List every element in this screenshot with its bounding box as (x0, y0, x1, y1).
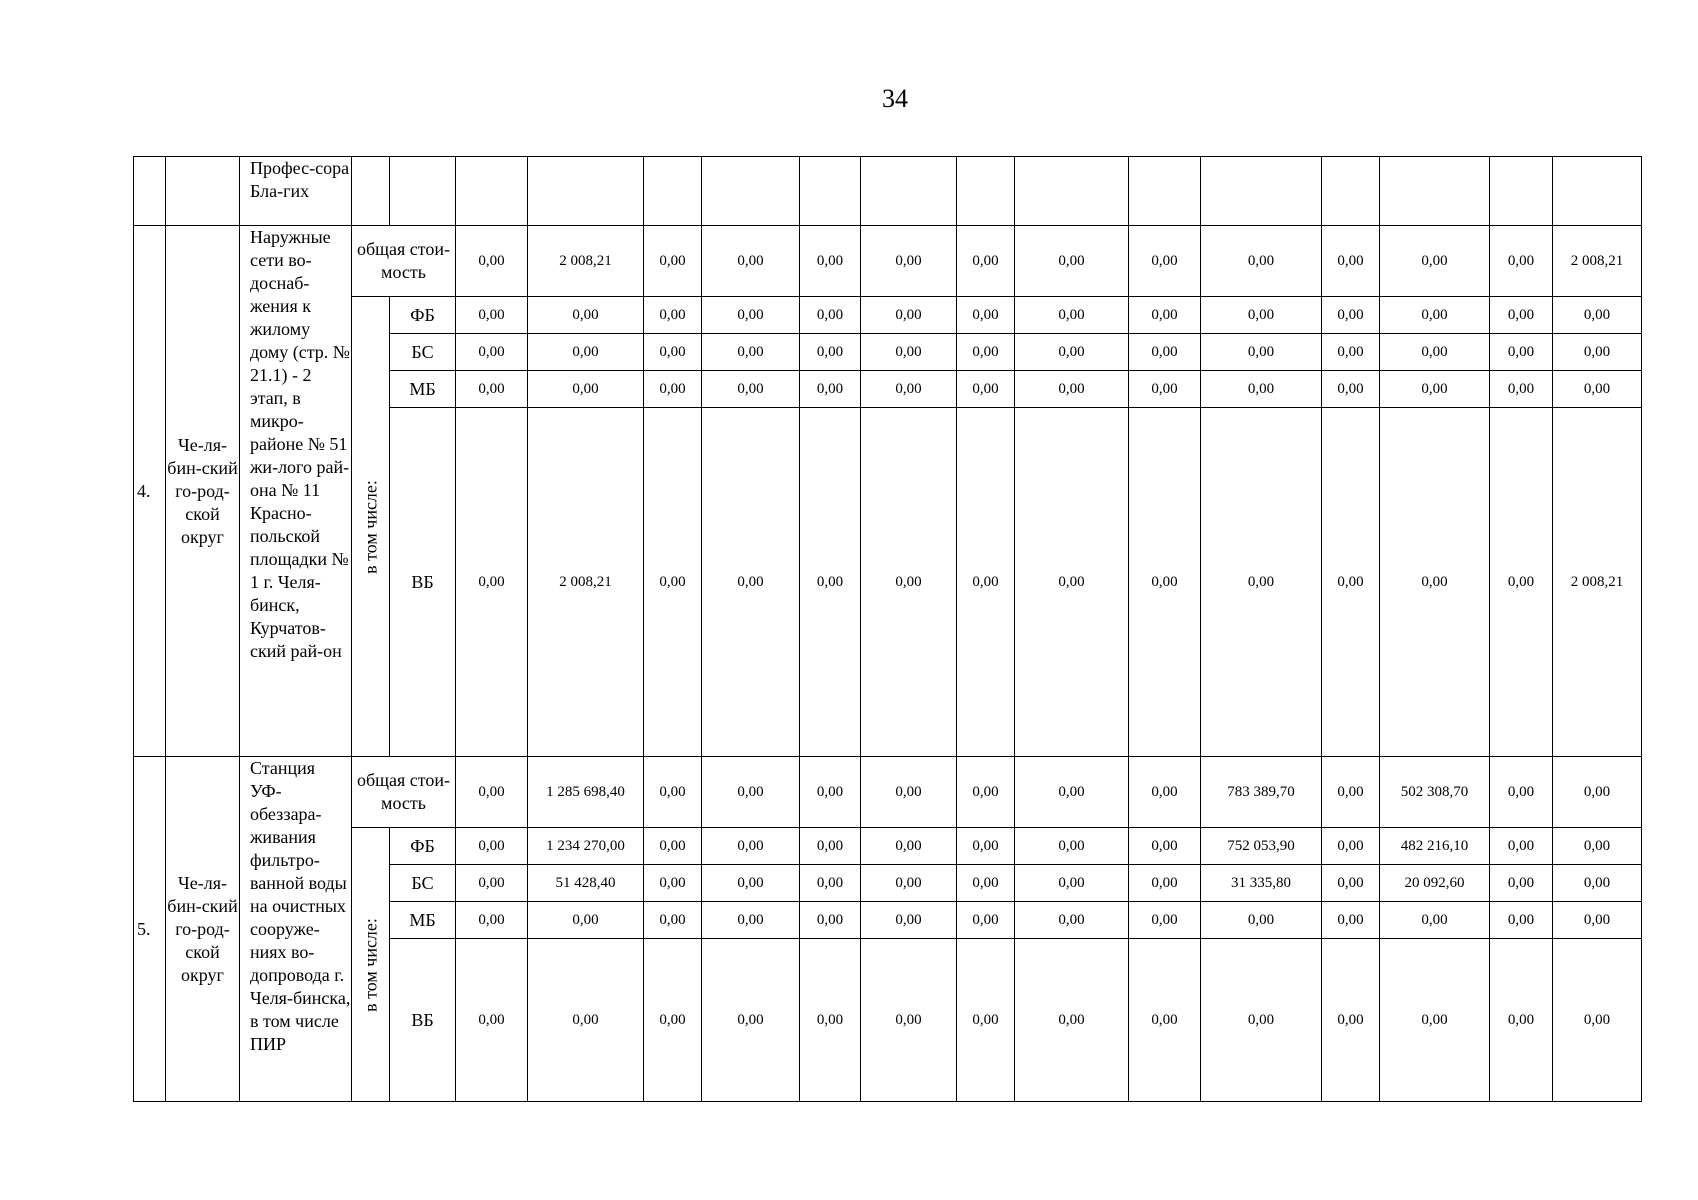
value-cell: 0,00 (644, 371, 702, 408)
total-cost-label: общая стои-мость (352, 757, 456, 828)
value-cell: 0,00 (1129, 371, 1201, 408)
value-cell: 0,00 (1129, 939, 1201, 1102)
value-cell: 0,00 (702, 757, 800, 828)
value-cell: 0,00 (957, 865, 1015, 902)
value-cell: 0,00 (1490, 902, 1553, 939)
value-cell: 0,00 (1201, 408, 1322, 757)
value-cell: 0,00 (861, 334, 957, 371)
value-cell: 0,00 (456, 371, 528, 408)
value-cell: 0,00 (644, 757, 702, 828)
value-cell: 0,00 (1553, 371, 1642, 408)
object-name-cell: Наружные сети во-доснаб-жения к жилому дому (стр. № 21.1) - 2 этап, в микро-районе № 51 жи-лого рай-она № 11 Красно-польской площадки № 1 г. Челя-бинск, Курчатов-ский рай-он (240, 226, 352, 757)
value-cell: 0,00 (957, 334, 1015, 371)
value-cell: 0,00 (1129, 226, 1201, 297)
page-number: 34 (882, 84, 908, 113)
value-cell: 0,00 (800, 828, 861, 865)
value-cell: 0,00 (1322, 757, 1380, 828)
value-cell: 31 335,80 (1201, 865, 1322, 902)
value-cell: 0,00 (702, 902, 800, 939)
value-cell: 0,00 (644, 334, 702, 371)
value-cell: 0,00 (1015, 334, 1129, 371)
value-cell: 0,00 (1129, 334, 1201, 371)
value-cell: 0,00 (1322, 334, 1380, 371)
including-label-cell (352, 828, 390, 1102)
value-cell: 0,00 (702, 334, 800, 371)
funding-source-code: ВБ (390, 408, 456, 757)
value-cell: 0,00 (1553, 757, 1642, 828)
value-cell: 0,00 (1322, 902, 1380, 939)
value-cell: 0,00 (1015, 408, 1129, 757)
empty-cell (702, 157, 800, 226)
empty-cell (1322, 157, 1380, 226)
value-cell: 0,00 (957, 757, 1015, 828)
value-cell: 0,00 (800, 902, 861, 939)
empty-cell (1553, 157, 1642, 226)
value-cell: 0,00 (702, 828, 800, 865)
value-cell: 2 008,21 (1553, 408, 1642, 757)
value-cell: 0,00 (1490, 865, 1553, 902)
value-cell: 2 008,21 (1553, 226, 1642, 297)
value-cell: 0,00 (1490, 334, 1553, 371)
value-cell: 0,00 (1015, 226, 1129, 297)
value-cell: 0,00 (1201, 939, 1322, 1102)
value-cell: 0,00 (861, 371, 957, 408)
value-cell: 0,00 (861, 408, 957, 757)
value-cell: 0,00 (1380, 297, 1490, 334)
value-cell: 0,00 (1129, 902, 1201, 939)
funding-source-code: ФБ (390, 828, 456, 865)
value-cell: 0,00 (800, 865, 861, 902)
value-cell: 0,00 (1490, 226, 1553, 297)
value-cell: 0,00 (1015, 865, 1129, 902)
value-cell: 0,00 (1015, 902, 1129, 939)
value-cell: 0,00 (1490, 297, 1553, 334)
value-cell: 0,00 (1129, 408, 1201, 757)
value-cell: 0,00 (644, 828, 702, 865)
value-cell: 2 008,21 (528, 226, 644, 297)
value-cell: 0,00 (1490, 828, 1553, 865)
municipality-cell: Че-ля-бин-ский го-род-ской округ (166, 226, 240, 757)
value-cell: 0,00 (800, 334, 861, 371)
value-cell: 0,00 (456, 865, 528, 902)
value-cell: 752 053,90 (1201, 828, 1322, 865)
value-cell: 0,00 (800, 408, 861, 757)
budget-table (133, 156, 1642, 1102)
value-cell: 0,00 (861, 865, 957, 902)
value-cell: 0,00 (800, 939, 861, 1102)
value-cell: 0,00 (1129, 828, 1201, 865)
value-cell: 0,00 (1015, 939, 1129, 1102)
value-cell: 0,00 (1322, 226, 1380, 297)
value-cell: 0,00 (702, 939, 800, 1102)
funding-source-code: МБ (390, 902, 456, 939)
value-cell: 0,00 (1322, 865, 1380, 902)
value-cell: 0,00 (644, 939, 702, 1102)
value-cell: 502 308,70 (1380, 757, 1490, 828)
value-cell: 0,00 (456, 226, 528, 297)
value-cell: 0,00 (957, 902, 1015, 939)
value-cell: 0,00 (1201, 226, 1322, 297)
municipality-cell (166, 157, 240, 226)
value-cell: 0,00 (644, 226, 702, 297)
value-cell: 0,00 (456, 334, 528, 371)
funding-source-code: МБ (390, 371, 456, 408)
value-cell: 0,00 (1015, 371, 1129, 408)
value-cell: 0,00 (1553, 902, 1642, 939)
value-cell: 0,00 (1322, 297, 1380, 334)
value-cell: 0,00 (1490, 408, 1553, 757)
value-cell: 0,00 (528, 902, 644, 939)
table-row-source (134, 297, 1642, 334)
value-cell: 0,00 (644, 902, 702, 939)
value-cell: 0,00 (957, 226, 1015, 297)
value-cell: 0,00 (528, 939, 644, 1102)
row-number-cell: 5. (134, 757, 166, 1102)
value-cell: 0,00 (1322, 408, 1380, 757)
value-cell: 0,00 (957, 371, 1015, 408)
table-row-continuation (134, 157, 1642, 226)
municipality-cell: Че-ля-бин-ский го-род-ской округ (166, 757, 240, 1102)
funding-source-code: ВБ (390, 939, 456, 1102)
value-cell: 0,00 (861, 828, 957, 865)
value-cell: 482 216,10 (1380, 828, 1490, 865)
value-cell: 0,00 (702, 371, 800, 408)
value-cell: 0,00 (1322, 939, 1380, 1102)
value-cell: 2 008,21 (528, 408, 644, 757)
value-cell: 0,00 (1129, 757, 1201, 828)
value-cell: 0,00 (702, 297, 800, 334)
table-row-total (134, 226, 1642, 297)
empty-cell (390, 157, 456, 226)
value-cell: 1 234 270,00 (528, 828, 644, 865)
value-cell: 0,00 (702, 408, 800, 757)
value-cell: 0,00 (1553, 297, 1642, 334)
value-cell: 0,00 (1015, 757, 1129, 828)
value-cell: 0,00 (1553, 865, 1642, 902)
funding-source-code: БС (390, 865, 456, 902)
value-cell: 0,00 (528, 334, 644, 371)
value-cell: 0,00 (861, 902, 957, 939)
value-cell: 0,00 (1015, 297, 1129, 334)
value-cell: 0,00 (1201, 297, 1322, 334)
value-cell: 0,00 (1201, 902, 1322, 939)
value-cell: 0,00 (861, 297, 957, 334)
value-cell: 0,00 (1129, 297, 1201, 334)
value-cell: 0,00 (1015, 828, 1129, 865)
value-cell: 0,00 (957, 297, 1015, 334)
empty-cell (1490, 157, 1553, 226)
value-cell: 0,00 (1380, 902, 1490, 939)
empty-cell (528, 157, 644, 226)
value-cell: 0,00 (1322, 828, 1380, 865)
value-cell: 0,00 (528, 371, 644, 408)
empty-cell (1015, 157, 1129, 226)
value-cell: 20 092,60 (1380, 865, 1490, 902)
value-cell: 0,00 (644, 297, 702, 334)
including-label: в том числе: (360, 479, 380, 574)
value-cell: 0,00 (1380, 371, 1490, 408)
value-cell: 0,00 (800, 757, 861, 828)
value-cell: 0,00 (456, 939, 528, 1102)
value-cell: 783 389,70 (1201, 757, 1322, 828)
funding-source-code: ФБ (390, 297, 456, 334)
value-cell: 0,00 (1380, 408, 1490, 757)
total-cost-label: общая стои-мость (352, 226, 456, 297)
object-name-cell: Профес-сора Бла-гих (240, 157, 352, 226)
table-row-total (134, 757, 1642, 828)
value-cell: 0,00 (456, 408, 528, 757)
empty-cell (1380, 157, 1490, 226)
value-cell: 0,00 (1490, 757, 1553, 828)
empty-cell (800, 157, 861, 226)
value-cell: 0,00 (456, 297, 528, 334)
value-cell: 0,00 (1553, 939, 1642, 1102)
table-row-source (134, 828, 1642, 865)
value-cell: 0,00 (1553, 828, 1642, 865)
empty-cell (1201, 157, 1322, 226)
value-cell: 0,00 (1490, 371, 1553, 408)
empty-cell (1129, 157, 1201, 226)
value-cell: 0,00 (528, 297, 644, 334)
value-cell: 0,00 (644, 408, 702, 757)
value-cell: 0,00 (800, 371, 861, 408)
value-cell: 0,00 (957, 939, 1015, 1102)
object-name-cell: Станция УФ-обеззара-живания фильтро-ванной воды на очистных сооруже-ниях во-допровода г. Челя-бинска, в том числе ПИР (240, 757, 352, 1102)
value-cell: 0,00 (456, 757, 528, 828)
including-label: в том числе: (360, 917, 380, 1012)
empty-cell (456, 157, 528, 226)
value-cell: 0,00 (1322, 371, 1380, 408)
value-cell: 0,00 (1201, 334, 1322, 371)
including-label-cell (352, 297, 390, 757)
value-cell: 0,00 (456, 902, 528, 939)
row-number-cell (134, 157, 166, 226)
value-cell: 0,00 (957, 408, 1015, 757)
value-cell: 0,00 (800, 226, 861, 297)
empty-cell (861, 157, 957, 226)
value-cell: 0,00 (800, 297, 861, 334)
empty-cell (957, 157, 1015, 226)
value-cell: 0,00 (861, 226, 957, 297)
value-cell: 1 285 698,40 (528, 757, 644, 828)
value-cell: 0,00 (1201, 371, 1322, 408)
value-cell: 0,00 (456, 828, 528, 865)
value-cell: 0,00 (1380, 939, 1490, 1102)
empty-cell (352, 157, 390, 226)
value-cell: 0,00 (1553, 334, 1642, 371)
row-number-cell: 4. (134, 226, 166, 757)
value-cell: 0,00 (1380, 334, 1490, 371)
value-cell: 0,00 (861, 939, 957, 1102)
empty-cell (644, 157, 702, 226)
value-cell: 0,00 (702, 226, 800, 297)
value-cell: 51 428,40 (528, 865, 644, 902)
value-cell: 0,00 (702, 865, 800, 902)
value-cell: 0,00 (1380, 226, 1490, 297)
value-cell: 0,00 (644, 865, 702, 902)
value-cell: 0,00 (1129, 865, 1201, 902)
value-cell: 0,00 (861, 757, 957, 828)
value-cell: 0,00 (1490, 939, 1553, 1102)
value-cell: 0,00 (957, 828, 1015, 865)
funding-source-code: БС (390, 334, 456, 371)
